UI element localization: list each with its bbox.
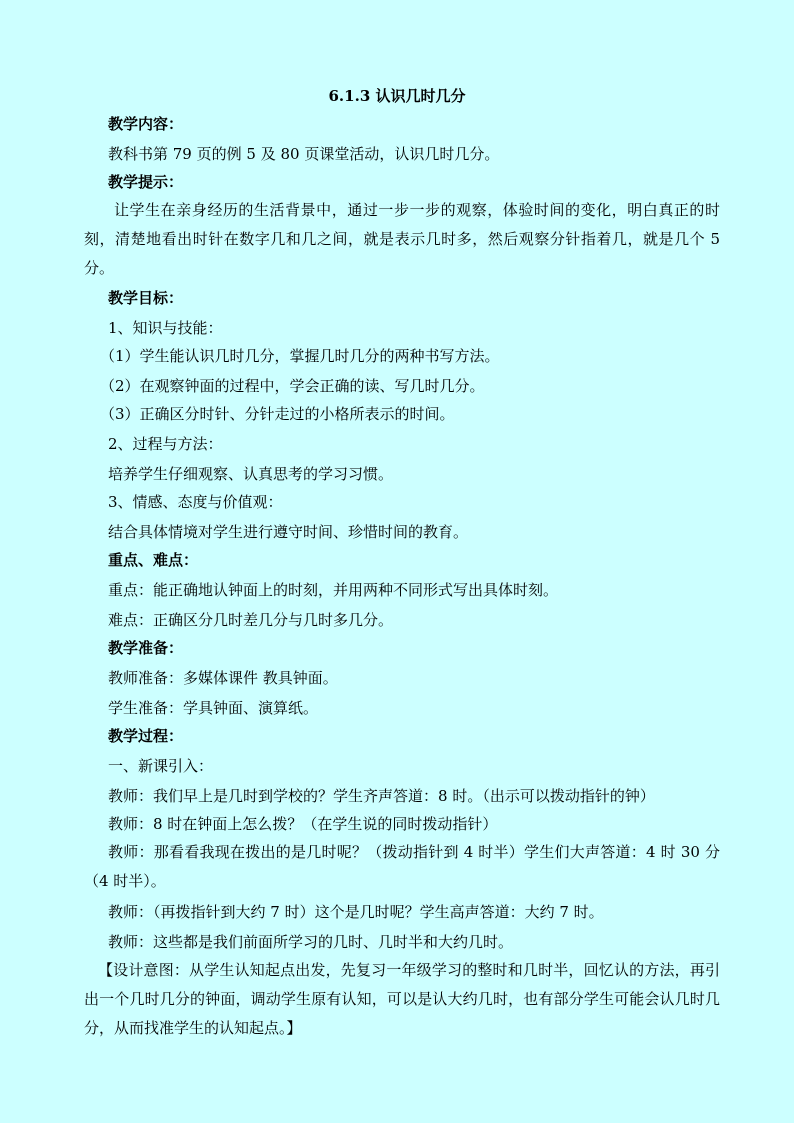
- step1-title: 一、新课引入：: [108, 757, 214, 775]
- content-text: 教科书第 79 页的例 5 及 80 页课堂活动，认识几时几分。: [108, 145, 500, 163]
- heading-process: 教学过程：: [108, 727, 184, 745]
- goal1-item-c: （3）正确区分时针、分针走过的小格所表示的时间。: [100, 405, 455, 423]
- heading-tips: 教学提示：: [108, 173, 184, 191]
- goal2-title: 2、过程与方法：: [108, 435, 223, 453]
- dialogue-4: 教师：（再拨指针到大约 7 时）这个是几时呢？学生高声答道：大约 7 时。: [108, 903, 604, 921]
- prep-teacher: 教师准备：多媒体课件 教具钟面。: [108, 669, 338, 687]
- dialogue-3: 教师：那看看我现在拨出的是几时呢？（拨动指针到 4 时半）学生们大声答道：4 时 30 分（4 时半）。: [84, 843, 720, 890]
- design-intent-paragraph: 【设计意图：从学生认知起点出发，先复习一年级学习的整时和几时半，回忆认的方法，再引出一个几时几分的钟面，调动学生原有认知，可以是认大约几时，也有部分学生可能会认几时几分，从而找准学生的认知起点。】: [84, 961, 720, 1037]
- dialogue-2: 教师：8 时在钟面上怎么拨？（在学生说的同时拨动指针）: [108, 815, 498, 833]
- goal3-title: 3、情感、态度与价值观：: [108, 493, 283, 511]
- heading-key-points: 重点、难点：: [108, 551, 199, 569]
- goal1-item-b: （2）在观察钟面的过程中，学会正确的读、写几时几分。: [100, 377, 485, 395]
- heading-content: 教学内容：: [108, 115, 184, 133]
- goal1-item-a: （1）学生能认识几时几分，掌握几时几分的两种书写方法。: [100, 347, 500, 365]
- tips-paragraph: 让学生在亲身经历的生活背景中，通过一步一步的观察，体验时间的变化，明白真正的时刻，清楚地看出时针在数字几和几之间，就是表示几时多，然后观察分针指着几，就是几个 5 分。: [84, 201, 720, 277]
- difficulty-text: 难点：正确区分几时差几分与几时多几分。: [108, 611, 394, 629]
- goal3-text: 结合具体情境对学生进行遵守时间、珍惜时间的教育。: [108, 523, 469, 541]
- dialogue-1: 教师：我们早上是几时到学校的？学生齐声答道：8 时。（出示可以拨动指针的钟）: [108, 787, 655, 805]
- dialogue-5: 教师：这些都是我们前面所学习的几时、几时半和大约几时。: [108, 933, 514, 951]
- goal1-title: 1、知识与技能：: [108, 319, 223, 337]
- prep-student: 学生准备：学具钟面、演算纸。: [108, 699, 319, 717]
- page-title: 6.1.3 认识几时几分: [328, 87, 466, 105]
- heading-preparation: 教学准备：: [108, 639, 184, 657]
- goal2-text: 培养学生仔细观察、认真思考的学习习惯。: [108, 465, 394, 483]
- key-point-text: 重点：能正确地认钟面上的时刻，并用两种不同形式写出具体时刻。: [108, 581, 559, 599]
- heading-goals: 教学目标：: [108, 289, 184, 307]
